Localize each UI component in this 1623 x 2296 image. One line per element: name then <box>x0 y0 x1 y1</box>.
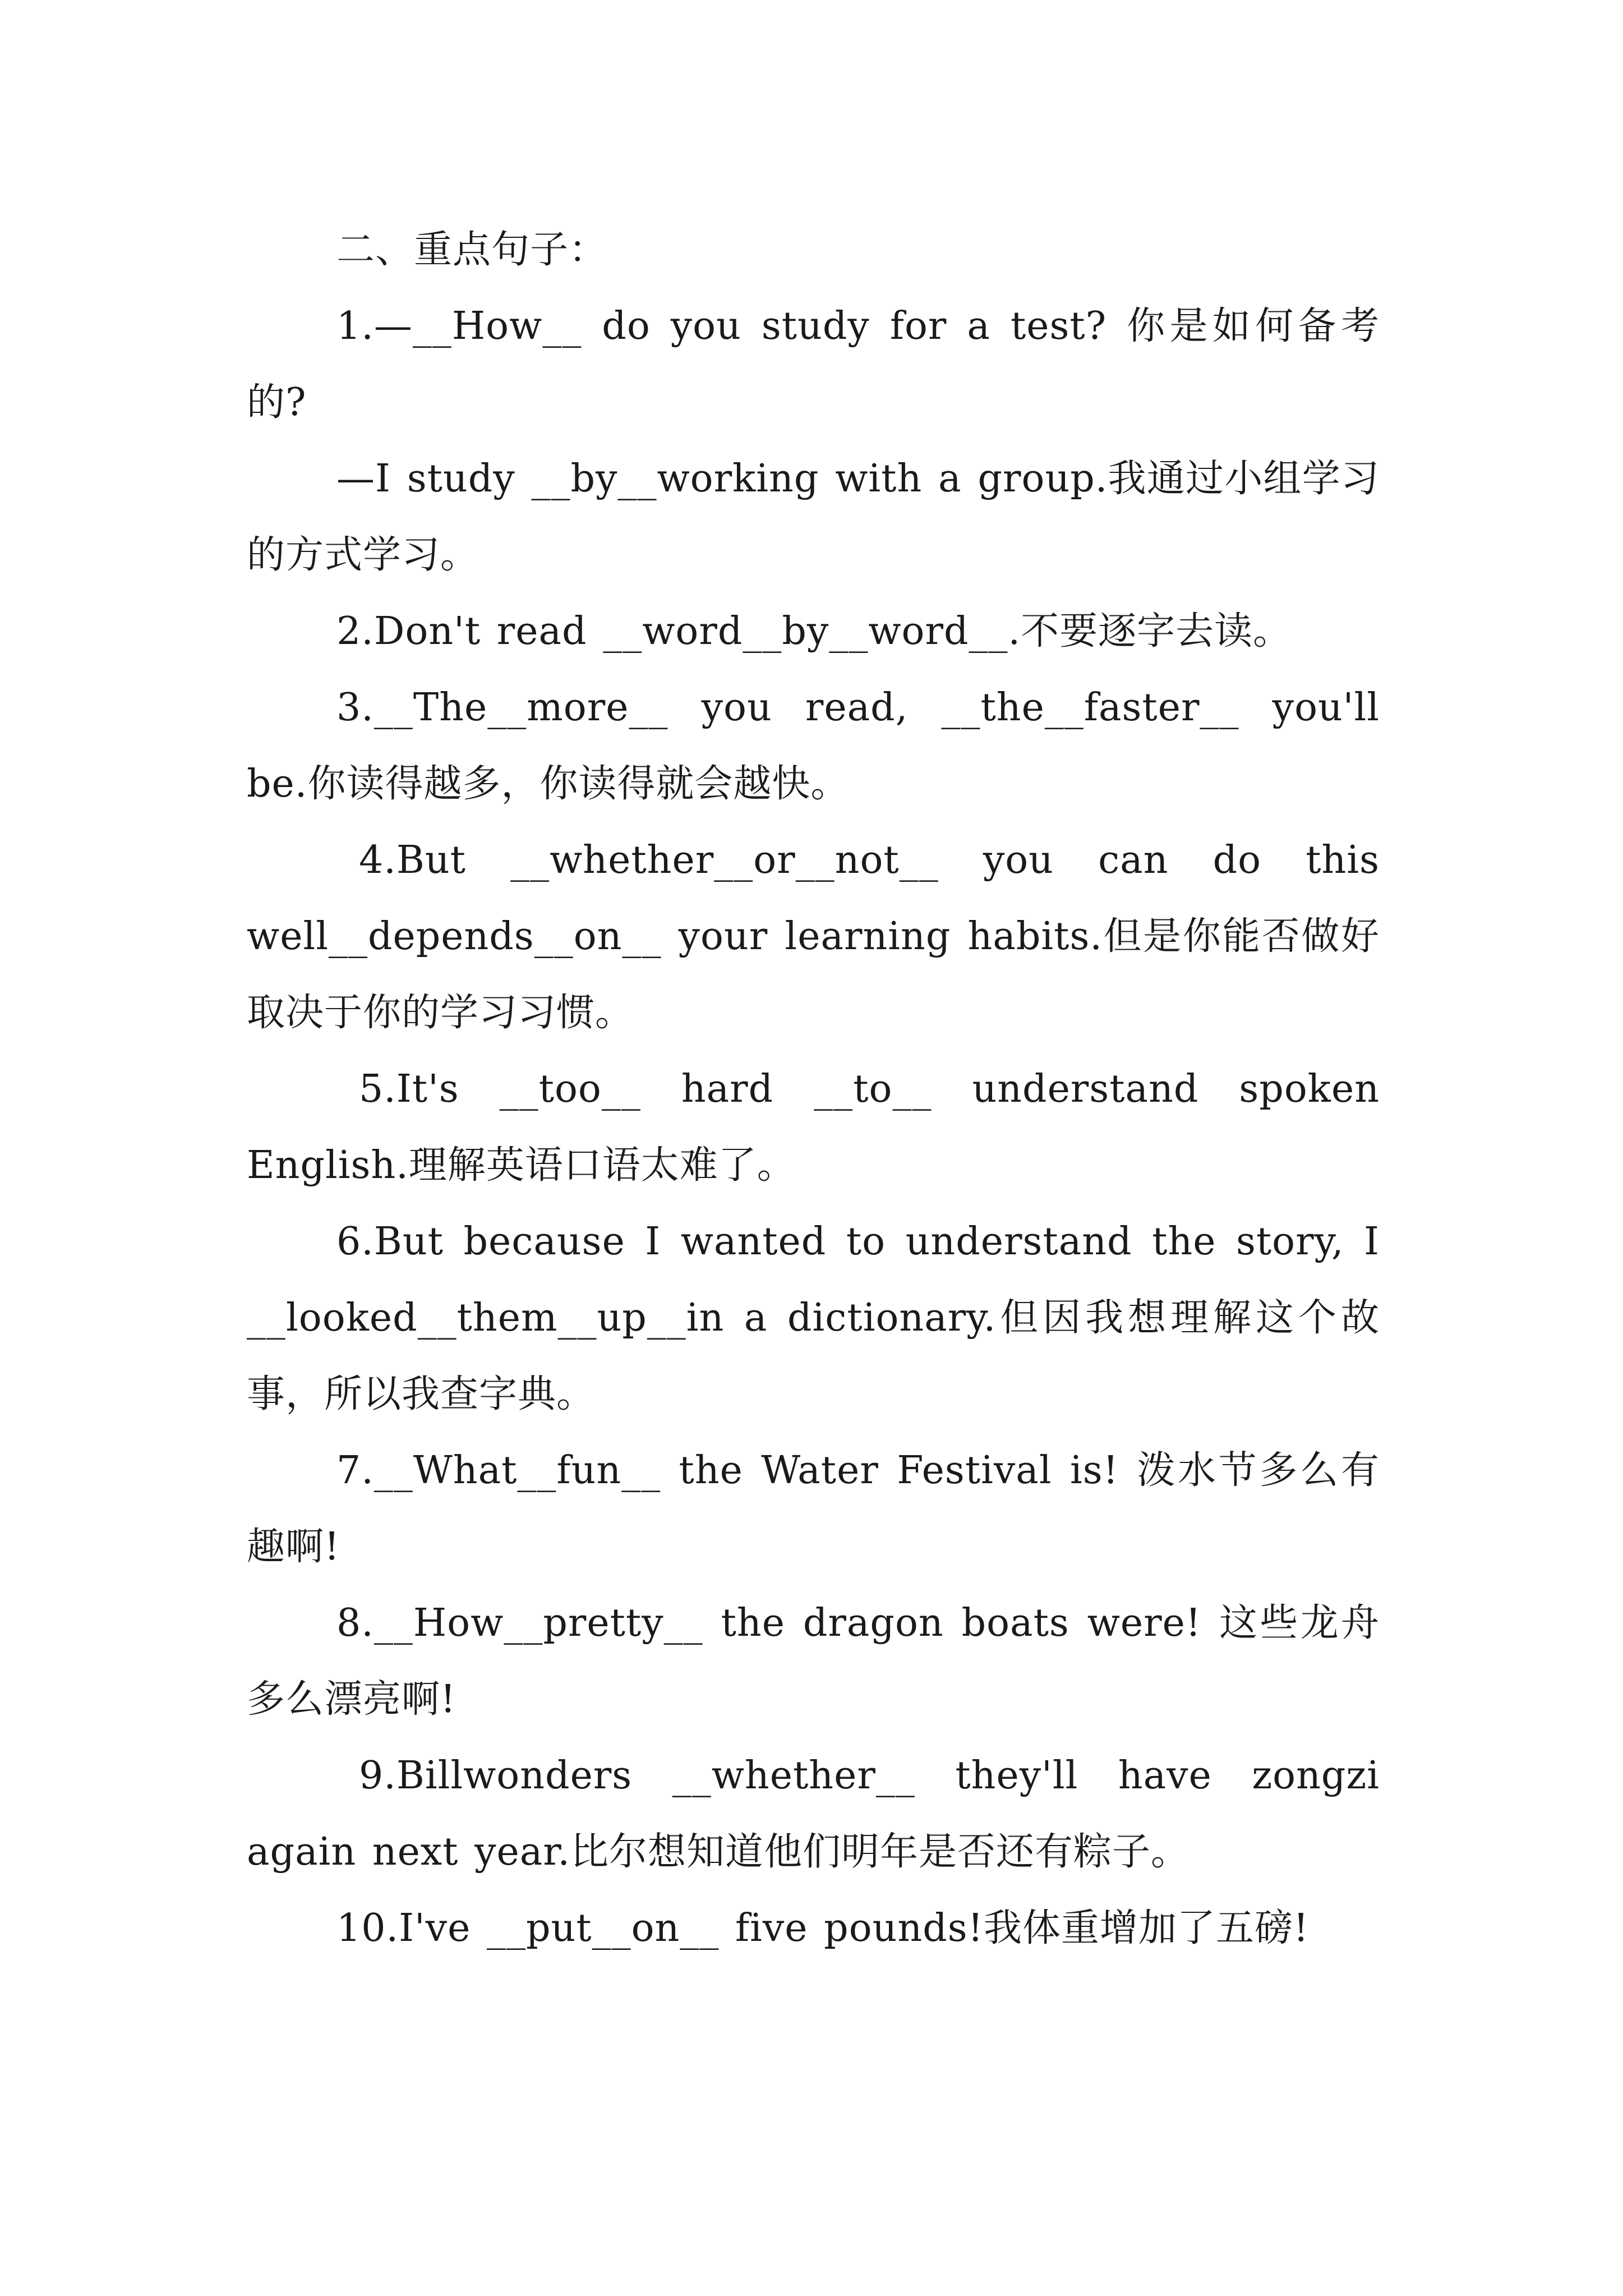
sentence-3: 3.__The__more__ you read, __the__faster__ you'll be.你读得越多，你读得就会越快。 <box>247 685 1380 806</box>
sentence-1-answer: —I study __by__working with a group.我通过小组学习的方式学习。 <box>247 457 1380 577</box>
sentence-9: 9.Billwonders __whether__ they'll have zongzi again next year.比尔想知道他们明年是否还有粽子。 <box>247 1754 1380 1874</box>
sentence-1: 1.—__How__ do you study for a test? 你是如何备考的? <box>247 304 1380 425</box>
document-body <box>247 212 1380 1967</box>
sentence-8: 8.__How__pretty__ the dragon boats were! 这些龙舟多么漂亮啊! <box>247 1601 1380 1722</box>
section-heading: 二、重点句子： <box>336 228 608 272</box>
sentence-2: 2.Don't read __word__by__word__.不要逐字去读。 <box>336 609 1292 654</box>
sentence-6: 6.But because I wanted to understand the story, I __looked__them__up__in a dictionary.但因我想理解这个故事，所以我查字典。 <box>247 1220 1380 1416</box>
sentence-7: 7.__What__fun__ the Water Festival is! 泼水节多么有趣啊! <box>247 1448 1380 1569</box>
sentence-5: 5.It's __too__ hard __to__ understand spoken English.理解英语口语太难了。 <box>247 1067 1380 1188</box>
sentence-4: 4.But __whether__or__not__ you can do this well__depends__on__ your learning habits.但是你能否做好取决于你的学习习惯。 <box>247 838 1380 1035</box>
sentence-10: 10.I've __put__on__ five pounds!我体重增加了五磅! <box>336 1906 1310 1950</box>
